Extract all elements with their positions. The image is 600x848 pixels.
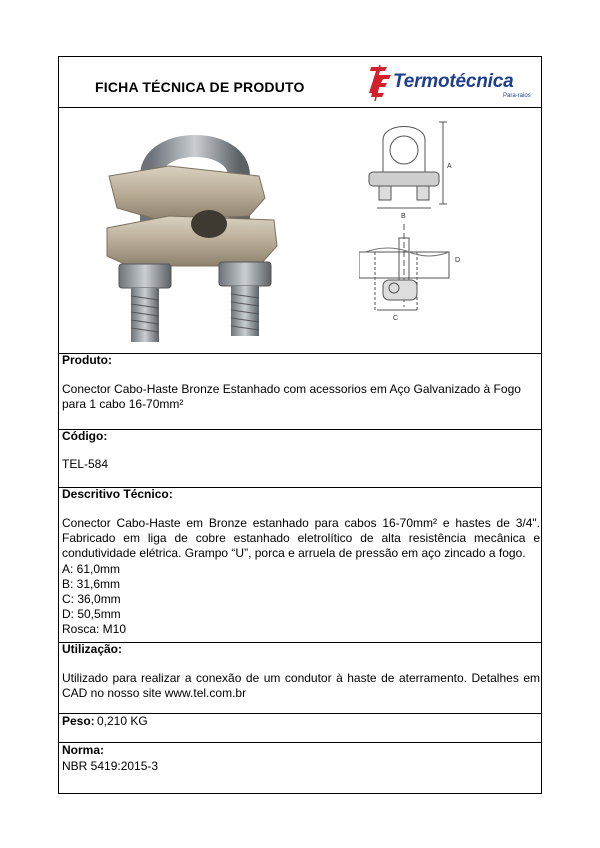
peso-label: Peso:: [62, 714, 95, 728]
produto-label: Produto:: [62, 353, 112, 367]
norma-label: Norma:: [62, 743, 105, 757]
brand-subtitle: Para-raios: [503, 93, 531, 99]
divider: [59, 742, 541, 743]
codigo-value: TEL-584: [62, 457, 109, 471]
divider: [59, 353, 541, 354]
technical-drawing: [359, 112, 479, 352]
brand-mark-icon: [367, 63, 393, 103]
dim-label-d: D: [455, 257, 461, 264]
dim-label-a: A: [447, 163, 452, 170]
descritivo-paragraph: Conector Cabo-Haste em Bronze estanhado para cabos 16-70mm² e hastes de 3/4". Fabricado em liga de cobre estanhado eletrolítico de alta resistência mecânica e condutividade elétrica. Grampo “U”, porca e arruela de pressão em aço zincado a fogo.: [62, 516, 540, 560]
divider: [59, 642, 541, 643]
norma-value: NBR 5419:2015-3: [62, 759, 159, 773]
spec-rosca: Rosca: M10: [62, 622, 127, 636]
peso-value: 0,210 KG: [97, 714, 148, 728]
produto-line-2: para 1 cabo 16-70mm²: [62, 397, 184, 411]
spec-d: D: 50,5mm: [62, 607, 121, 621]
product-images: [59, 108, 541, 353]
header: [59, 57, 541, 108]
product-photo: [99, 116, 299, 346]
dim-label-c: C: [393, 315, 399, 322]
utilizacao-text: Utilizado para realizar a conexão de um condutor à haste de aterramento. Detalhes em CAD no nosso site www.tel.com.br: [62, 671, 540, 700]
codigo-label: Código:: [62, 429, 108, 443]
spec-c: C: 36,0mm: [62, 592, 121, 606]
produto-line-1: Conector Cabo-Haste Bronze Estanhado com acessorios em Aço Galvanizado à Fogo: [62, 382, 521, 396]
divider: [59, 429, 541, 430]
brand-logo: [367, 63, 537, 103]
dim-label-b: B: [401, 213, 406, 220]
spec-a: A: 61,0mm: [62, 562, 121, 576]
page-title: FICHA TÉCNICA DE PRODUTO: [95, 79, 305, 95]
descritivo-label: Descritivo Técnico:: [62, 487, 173, 501]
spec-b: B: 31,6mm: [62, 577, 121, 591]
brand-name: Termotécnica: [393, 71, 514, 92]
datasheet: [58, 56, 542, 794]
utilizacao-label: Utilização:: [62, 642, 123, 656]
